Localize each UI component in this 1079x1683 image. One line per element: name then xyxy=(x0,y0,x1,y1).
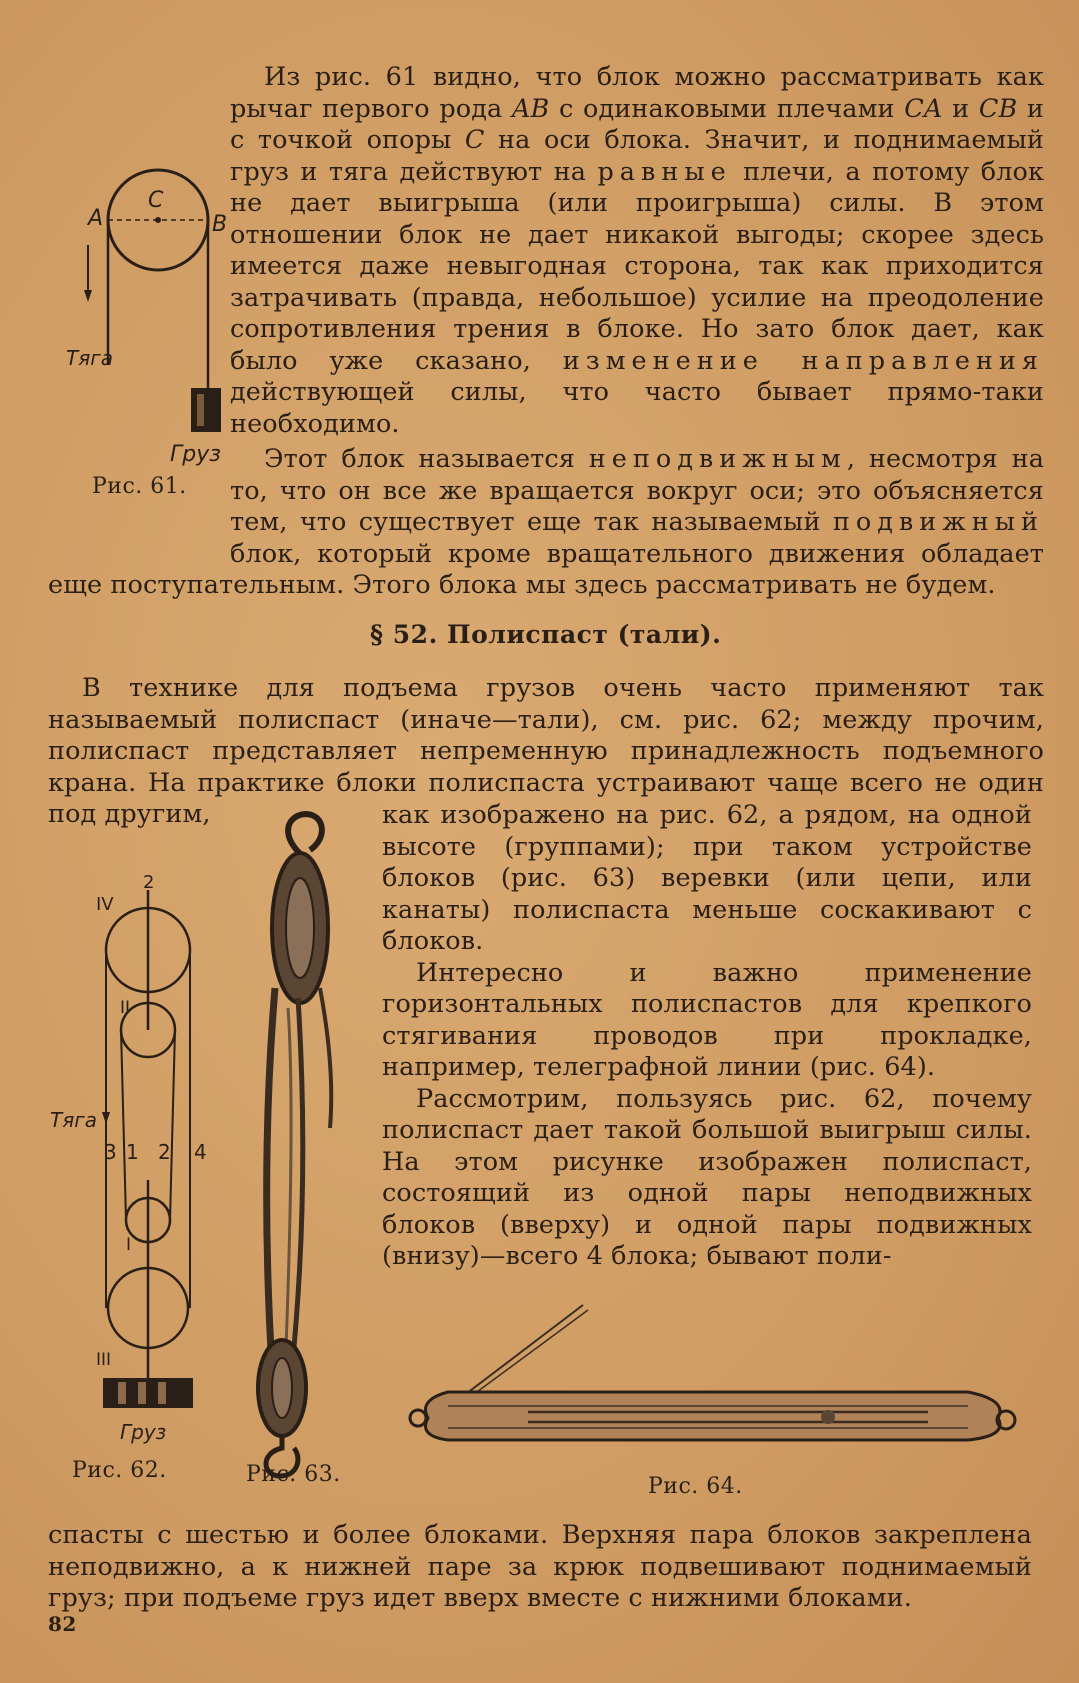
fig61-label-c: C xyxy=(148,188,164,213)
fig61-label-pull: Тяга xyxy=(66,346,114,370)
horizontal-tackle-drawing xyxy=(408,1300,1018,1450)
tackle-block-drawing xyxy=(250,808,360,1458)
figure-61 xyxy=(60,150,250,510)
paragraph-bottom: спасты с шестью и более блоками. Верхняя пара блоков закреплена неподвижно, а к нижней паре за крюк подвешивают поднимаемый груз; при подъеме груз идет вверх вместе с нижними блоками. xyxy=(48,1520,1032,1613)
paragraph-horizontal: Интересно и важно применение горизонтальных полиспастов для крепкого стягивания проводов при прокладке, например, телеграфной линии (рис. 64). xyxy=(382,957,1032,1082)
section-heading: § 52. Полиспаст (тали). xyxy=(370,620,722,649)
fig62-label-2b: 2 xyxy=(158,1140,171,1164)
fig61-label-b: B xyxy=(212,212,228,237)
fig64-caption: Рис. 64. xyxy=(648,1474,743,1499)
figure-64 xyxy=(408,1300,1018,1450)
fig62-label-3: 3 xyxy=(104,1140,117,1164)
fig62-label-iv: IV xyxy=(96,894,114,915)
paragraph-polyspast-intro: В технике для подъема грузов очень часто применяют так называемый полиспаст (иначе—тали), см. рис. 62; между прочим, полиспаст представляет непременную принадлежность подъемного крана. На практике блоки полиспаста устраивают чаще всего не один под другим, xyxy=(48,673,1044,829)
paragraph-polyspast-cont: как изображено на рис. 62, а рядом, на одной высоте (группами); при таком устройстве блоков (рис. 63) веревки (или цепи, или канаты) полиспаста меньше соскакивают с блоков. xyxy=(382,800,1032,956)
fig62-label-load: Груз xyxy=(120,1420,167,1444)
fig61-caption: Рис. 61. xyxy=(92,474,187,499)
fig62-caption: Рис. 62. xyxy=(72,1458,167,1483)
figure-63 xyxy=(250,808,360,1458)
fig62-label-2: 2 xyxy=(143,872,155,893)
fig62-label-iii: III xyxy=(96,1350,112,1370)
page-number: 82 xyxy=(48,1612,77,1636)
fig61-label-a: A xyxy=(88,206,104,231)
fig62-label-1: 1 xyxy=(126,1140,139,1164)
fig63-caption: Рис. 63. xyxy=(246,1462,341,1487)
fig62-label-4: 4 xyxy=(194,1140,207,1164)
fig62-label-i: I xyxy=(126,1235,132,1255)
fig61-label-load: Груз xyxy=(170,442,221,467)
figure-62 xyxy=(48,872,218,1444)
paragraph-consider: Рассмотрим, пользуясь рис. 62, почему полиспаст дает такой большой выигрыш силы. На этом рисунке изображен полиспаст, состоящий из одной пары неподвижных блоков (вверху) и одной пары подвижных (внизу)—всего 4 блока; бывают поли- xyxy=(382,1083,1032,1271)
right-column-text xyxy=(382,800,1032,1273)
fig62-label-ii: II xyxy=(120,998,131,1018)
paragraph-lever: Из рис. 61 видно, что блок можно рассматривать как рычаг первого рода AB с одинаковыми плечами CA и CB и с точкой опоры C на оси блока. Значит, и поднимаемый груз и тяга действуют на равные плечи, а потому блок не дает выигрыша (или проигрыша) силы. В этом отношении блок не дает никакой выгоды; скорее здесь имеется даже невыгодная сторона, так как приходится затрачивать (правда, небольшое) усилие на преодоление сопротивления трения в блоке. Но зато блок дает, как было уже сказано, изменение направления действующей силы, что часто бывает прямо-таки необходимо. Этот блок называется неподвижным, несмотря на то, что он все же вращается вокруг оси; это объясняется тем, что существует еще так называемый подвижный блок, который кроме вращательного движения обладает еще поступательным. Этого блока мы здесь рассматривать не будем. xyxy=(48,62,1045,600)
fig62-label-pull: Тяга xyxy=(50,1108,98,1132)
